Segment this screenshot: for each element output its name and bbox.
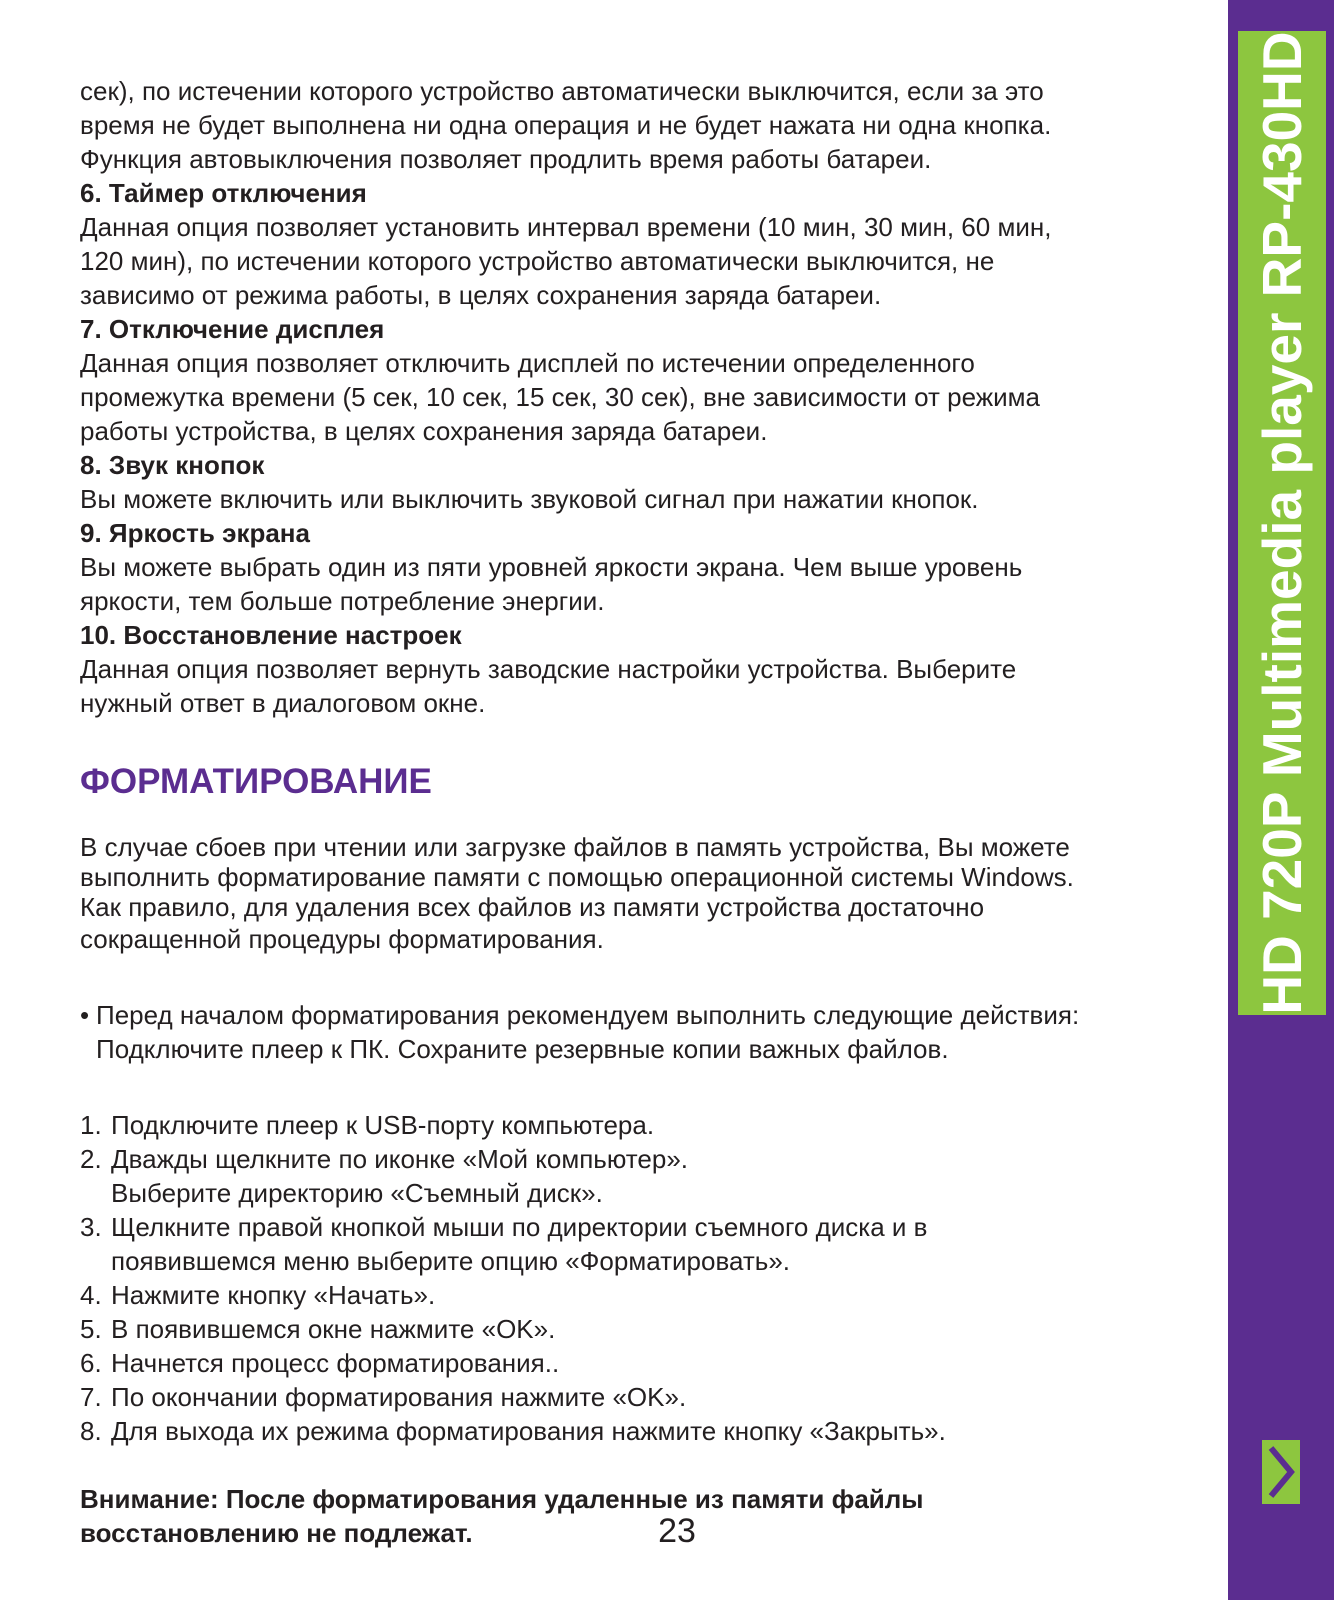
text-line: работы устройства, в целях сохранения заряда батареи. xyxy=(80,416,768,446)
list-item xyxy=(80,1210,1210,1278)
list-item xyxy=(80,1414,1210,1448)
text-line: Вы можете выбрать один из пяти уровней яркости экрана. Чем выше уровень xyxy=(80,552,1023,582)
setting-heading: 8. Звук кнопок xyxy=(80,450,265,480)
step-number: 3. xyxy=(80,1212,102,1242)
text-line: Данная опция позволяет отключить дисплей по истечении определенного xyxy=(80,348,975,378)
setting-heading: 6. Таймер отключения xyxy=(80,178,367,208)
text-line: Щелкните правой кнопкой мыши по директории съемного диска и в xyxy=(111,1212,928,1242)
text-line: Вы можете включить или выключить звуковой сигнал при нажатии кнопок. xyxy=(80,484,979,514)
list-item xyxy=(80,1346,1210,1380)
text-line: Данная опция позволяет установить интервал времени (10 мин, 30 мин, 60 мин, xyxy=(80,212,1052,242)
warning-line: Внимание: После форматирования удаленные из памяти файлы xyxy=(80,1484,924,1514)
step-number: 5. xyxy=(80,1314,102,1344)
setting-heading: 7. Отключение дисплея xyxy=(80,314,385,344)
text-line: Дважды щелкните по иконке «Мой компьютер». xyxy=(111,1144,689,1174)
setting-heading: 9. Яркость экрана xyxy=(80,518,310,548)
text-line: зависимо от режима работы, в целях сохранения заряда батареи. xyxy=(80,280,882,310)
setting-key-sound xyxy=(80,448,1210,516)
text-line: яркости, тем больше потребление энергии. xyxy=(80,586,605,616)
text-line: Перед началом форматирования рекомендуем выполнить следующие действия: xyxy=(96,1000,1080,1030)
text-line: сокращенной процедуры форматирования. xyxy=(80,924,604,954)
list-item xyxy=(80,1278,1210,1312)
text-line: выполнить форматирование памяти с помощью операционной системы Windows. xyxy=(80,862,1074,892)
text-line: время не будет выполнена ни одна операция и не будет нажата ни одна кнопка. xyxy=(80,110,1052,140)
text-line: 120 мин), по истечении которого устройство автоматически выключится, не xyxy=(80,246,995,276)
text-line: Выберите директорию «Съемный диск». xyxy=(111,1178,603,1208)
list-item xyxy=(80,1142,1210,1210)
chevron-right-glyph xyxy=(1262,1440,1300,1504)
text-line: Начнется процесс форматирования.. xyxy=(111,1348,560,1378)
text-line: появившемся меню выберите опцию «Форматировать». xyxy=(111,1246,791,1276)
text-line: В случае сбоев при чтении или загрузке файлов в память устройства, Вы можете xyxy=(80,832,1070,862)
bullet-icon: • xyxy=(80,1000,90,1030)
sidebar-product-title: HD 720P Multimedia player RP-430HD xyxy=(1251,31,1313,1015)
text-line: Функция автовыключения позволяет продлить время работы батареи. xyxy=(80,144,932,174)
list-item xyxy=(80,1312,1210,1346)
step-number: 7. xyxy=(80,1382,102,1412)
step-number: 1. xyxy=(80,1110,102,1140)
text-line: Подключите плеер к USB-порту компьютера. xyxy=(111,1110,655,1140)
list-item xyxy=(80,1380,1210,1414)
formatting-steps-list xyxy=(80,1108,1210,1448)
setting-factory-reset xyxy=(80,618,1210,720)
page-number: 23 xyxy=(658,1512,696,1550)
page-content xyxy=(80,74,1210,1550)
chevron-right-icon xyxy=(1262,1440,1300,1504)
step-number: 6. xyxy=(80,1348,102,1378)
section-title-formatting: ФОРМАТИРОВАНИЕ xyxy=(80,762,432,801)
setting-heading: 10. Восстановление настроек xyxy=(80,620,462,650)
step-number: 2. xyxy=(80,1144,102,1174)
setting-shutdown-timer xyxy=(80,176,1210,312)
text-line: сек), по истечении которого устройство автоматически выключится, если за это xyxy=(80,76,1044,106)
text-line: промежутка времени (5 сек, 10 сек, 15 сек, 30 сек), вне зависимости от режима xyxy=(80,382,1040,412)
step-number: 8. xyxy=(80,1416,102,1446)
formatting-intro xyxy=(80,832,1210,956)
setting-brightness xyxy=(80,516,1210,618)
text-line: Для выхода их режима форматирования нажмите кнопку «Закрыть». xyxy=(111,1416,946,1446)
setting-display-off xyxy=(80,312,1210,448)
step-number: 4. xyxy=(80,1280,102,1310)
text-line: Как правило, для удаления всех файлов из памяти устройства достаточно xyxy=(80,892,985,922)
intro-paragraph xyxy=(80,74,1210,176)
text-line: нужный ответ в диалоговом окне. xyxy=(80,688,486,718)
text-line: Данная опция позволяет вернуть заводские настройки устройства. Выберите xyxy=(80,654,1017,684)
bullet-note xyxy=(80,998,1210,1066)
text-line: Подключите плеер к ПК. Сохраните резервные копии важных файлов. xyxy=(96,1034,949,1064)
warning-line: восстановлению не подлежат. xyxy=(80,1518,473,1548)
text-line: В появившемся окне нажмите «OK». xyxy=(111,1314,556,1344)
text-line: Нажмите кнопку «Начать». xyxy=(111,1280,436,1310)
list-item xyxy=(80,1108,1210,1142)
text-line: По окончании форматирования нажмите «OK». xyxy=(111,1382,687,1412)
